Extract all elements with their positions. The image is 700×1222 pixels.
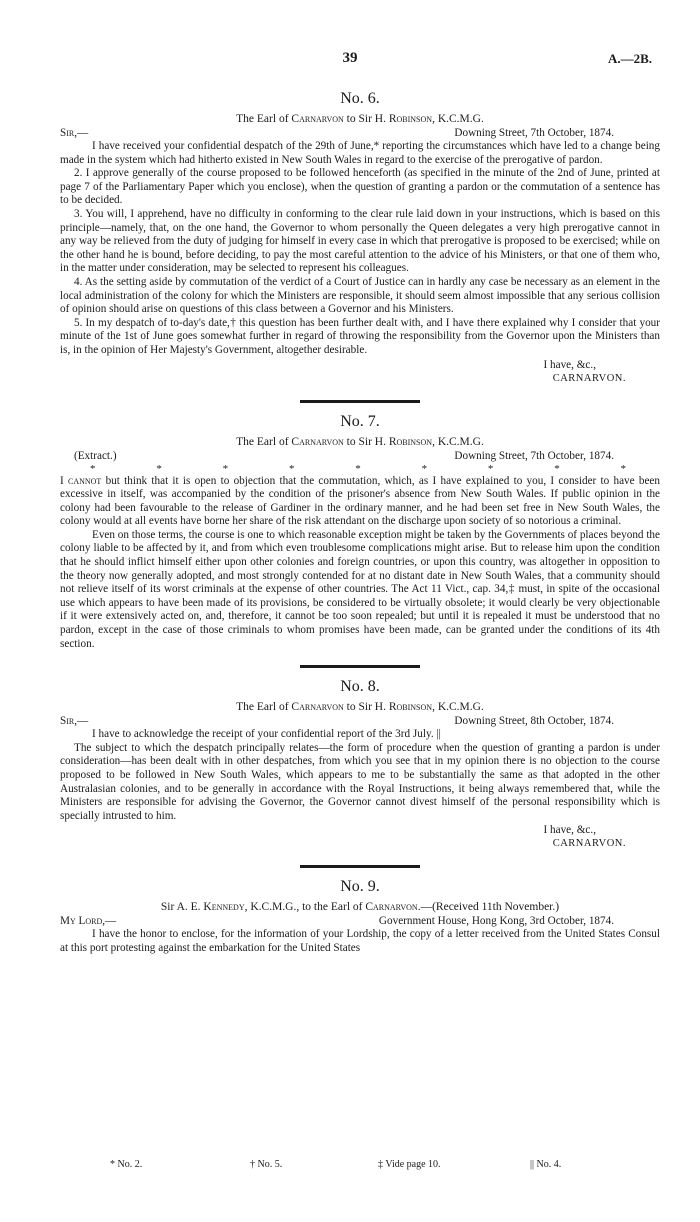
salutation: Sir,— xyxy=(60,715,89,728)
salutation: My Lord,— xyxy=(60,915,117,928)
paragraph: The subject to which the despatch principally relates—the form of procedure when the question of granting a pardon is under consideration—has been dealt with in other despatches, from which you see that in my opinion there is no objection to the course proposed to be followed in New South Wales, which appears to me to be substantially the same as that adopted in the other Australasian colonies, and to be generally in accordance with the Royal Instructions, it being always remembered that, while the Ministers are responsible for advising the Governor, the Governor cannot divest himself of the personal responsibility which is specially intrusted to him. xyxy=(60,741,660,822)
signature: CARNARVON. xyxy=(552,838,626,850)
footnote: † No. 5. xyxy=(250,1159,283,1170)
extract-label: (Extract.) xyxy=(74,449,117,462)
despatch-number: No. 6. xyxy=(340,90,380,107)
closing: I have, &c., xyxy=(543,824,596,837)
paragraph: 3. You will, I apprehend, have no difficulty in conforming to the clear rule laid down in your instructions, which is based on this principle—namely, that, on the one hand, the Governor to whom personally the Queen delegates a very high prerogative cannot in any way be relieved from the duty of judging for himself in every case in which that prerogative is proposed to be exercised; while on the other hand he is bound, before deciding, to pay the most careful attention to the advice of his Ministers, or that one of them who, in the matter under consideration, may be selected to represent his colleagues. xyxy=(60,207,660,275)
despatch-number: No. 9. xyxy=(340,878,380,896)
footnote: || No. 4. xyxy=(530,1159,562,1170)
despatch-title: The Earl of Carnarvon to Sir H. Robinson, K.C.M.G. xyxy=(236,701,484,714)
place-date: Downing Street, 7th October, 1874. xyxy=(454,449,614,462)
paragraph: I have to acknowledge the receipt of your confidential report of the 3rd July. || xyxy=(92,728,441,741)
footnote: * No. 2. xyxy=(110,1159,143,1170)
despatch-no-6 xyxy=(60,88,660,386)
salutation-row xyxy=(60,914,660,928)
page-header xyxy=(0,52,700,72)
page-content xyxy=(60,84,660,956)
despatch-title: Sir A. E. Kennedy, K.C.M.G., to the Earl of Carnarvon.—(Received 11th November.) xyxy=(160,901,560,914)
despatch-no-7 xyxy=(60,411,660,652)
despatch-no-9 xyxy=(60,876,660,955)
place-date: Government House, Hong Kong, 3rd October, 1874. xyxy=(378,915,614,928)
paragraph: 5. In my despatch of to-day's date,† this question has been further dealt with, and I have there explained why I consider that your minute of the 1st of June goes somewhat further in regard of throwing the responsibility from the Governor upon the Ministers than is, in the opinion of Her Majesty's Government, altogether desirable. xyxy=(60,316,660,356)
paragraph: I cannot but think that it is open to objection that the commutation, which, as I have explained to you, I consider to have been excessive in itself, was accompanied by the condition of the prisoner's absence from New South Wales. If public opinion in the colony had been favourable to the release of Gardiner in the ordinary manner, and he had been set free in New South Wales, the colony would at all events have borne her share of the risk attendant on the discharge upon society of so notorious a criminal. xyxy=(60,474,660,528)
paragraph: I have received your confidential despatch of the 29th of June,* reporting the circumstances which have led to a change being made in the system which had hitherto existed in New South Wales in regard to the exercise of the prerogative of pardon. xyxy=(60,140,660,166)
place-date: Downing Street, 7th October, 1874. xyxy=(454,127,614,139)
salutation-row xyxy=(60,714,660,728)
signature: CARNARVON. xyxy=(552,372,626,384)
despatch-title: The Earl of Carnarvon to Sir H. Robinson, K.C.M.G. xyxy=(236,113,484,125)
omission-stars: * * * * * * * * * xyxy=(90,462,626,475)
salutation-row xyxy=(60,126,660,140)
section-divider xyxy=(300,865,420,868)
despatch-title: The Earl of Carnarvon to Sir H. Robinson, K.C.M.G. xyxy=(236,435,484,448)
section-divider xyxy=(300,400,420,403)
despatch-number: No. 8. xyxy=(340,678,380,696)
paragraph: 2. I approve generally of the course proposed to be followed henceforth (as specified in the minute of the 2nd of June, printed at page 7 of the Parliamentary Paper which you enclose), when the question of granting a pardon or the commutation of a sentence has to be decided. xyxy=(60,167,660,207)
paper-reference: A.—2B. xyxy=(607,51,652,66)
place-date: Downing Street, 8th October, 1874. xyxy=(454,715,614,728)
despatch-number: No. 7. xyxy=(340,412,380,430)
paragraph: I have the honor to enclose, for the information of your Lordship, the copy of a letter received from the United States Consul at this port protesting against the embarkation for the United States xyxy=(60,928,660,954)
extract-row xyxy=(60,449,660,463)
section-divider xyxy=(300,665,420,668)
salutation: Sir,— xyxy=(60,127,89,139)
paragraph: 4. As the setting aside by commutation of the verdict of a Court of Justice can in hardly any case be necessary as an element in the local administration of the colony for which the Ministers are responsible, it should seem almost impossible that any serious collision of opinion should arise on questions of this class between a Governor and his Ministers. xyxy=(60,275,660,316)
paragraph: Even on those terms, the course is one to which reasonable exception might be taken by the Governments of places beyond the colony liable to be affected by it, and from which even troublesome complications might arise. But to release him upon the condition that he should inflict himself either upon other colonies and foreign countries, or upon this country, was altogether in opposition to the theory now generally adopted, and most strongly contended for at no distant date in New South Wales, that a community should not relieve itself of its worst criminals at the expense of other countries. The Act 11 Vict., cap. 34,‡ must, in spite of the occasional use which appears to have been made of its provisions, be considered to be virtually obsolete; it would clearly be very objectionable if it were extensively acted on, and, therefore, it cannot be too soon repealed; but until it is repealed it must be understood that no pardon, except in the case of those criminals to whom promises have been made, can be granted under the conditions of its 4th section. xyxy=(60,528,660,650)
footnote: ‡ Vide page 10. xyxy=(378,1159,441,1170)
despatch-no-8 xyxy=(60,676,660,851)
page-number: 39 xyxy=(342,50,358,66)
closing: I have, &c., xyxy=(543,358,596,371)
